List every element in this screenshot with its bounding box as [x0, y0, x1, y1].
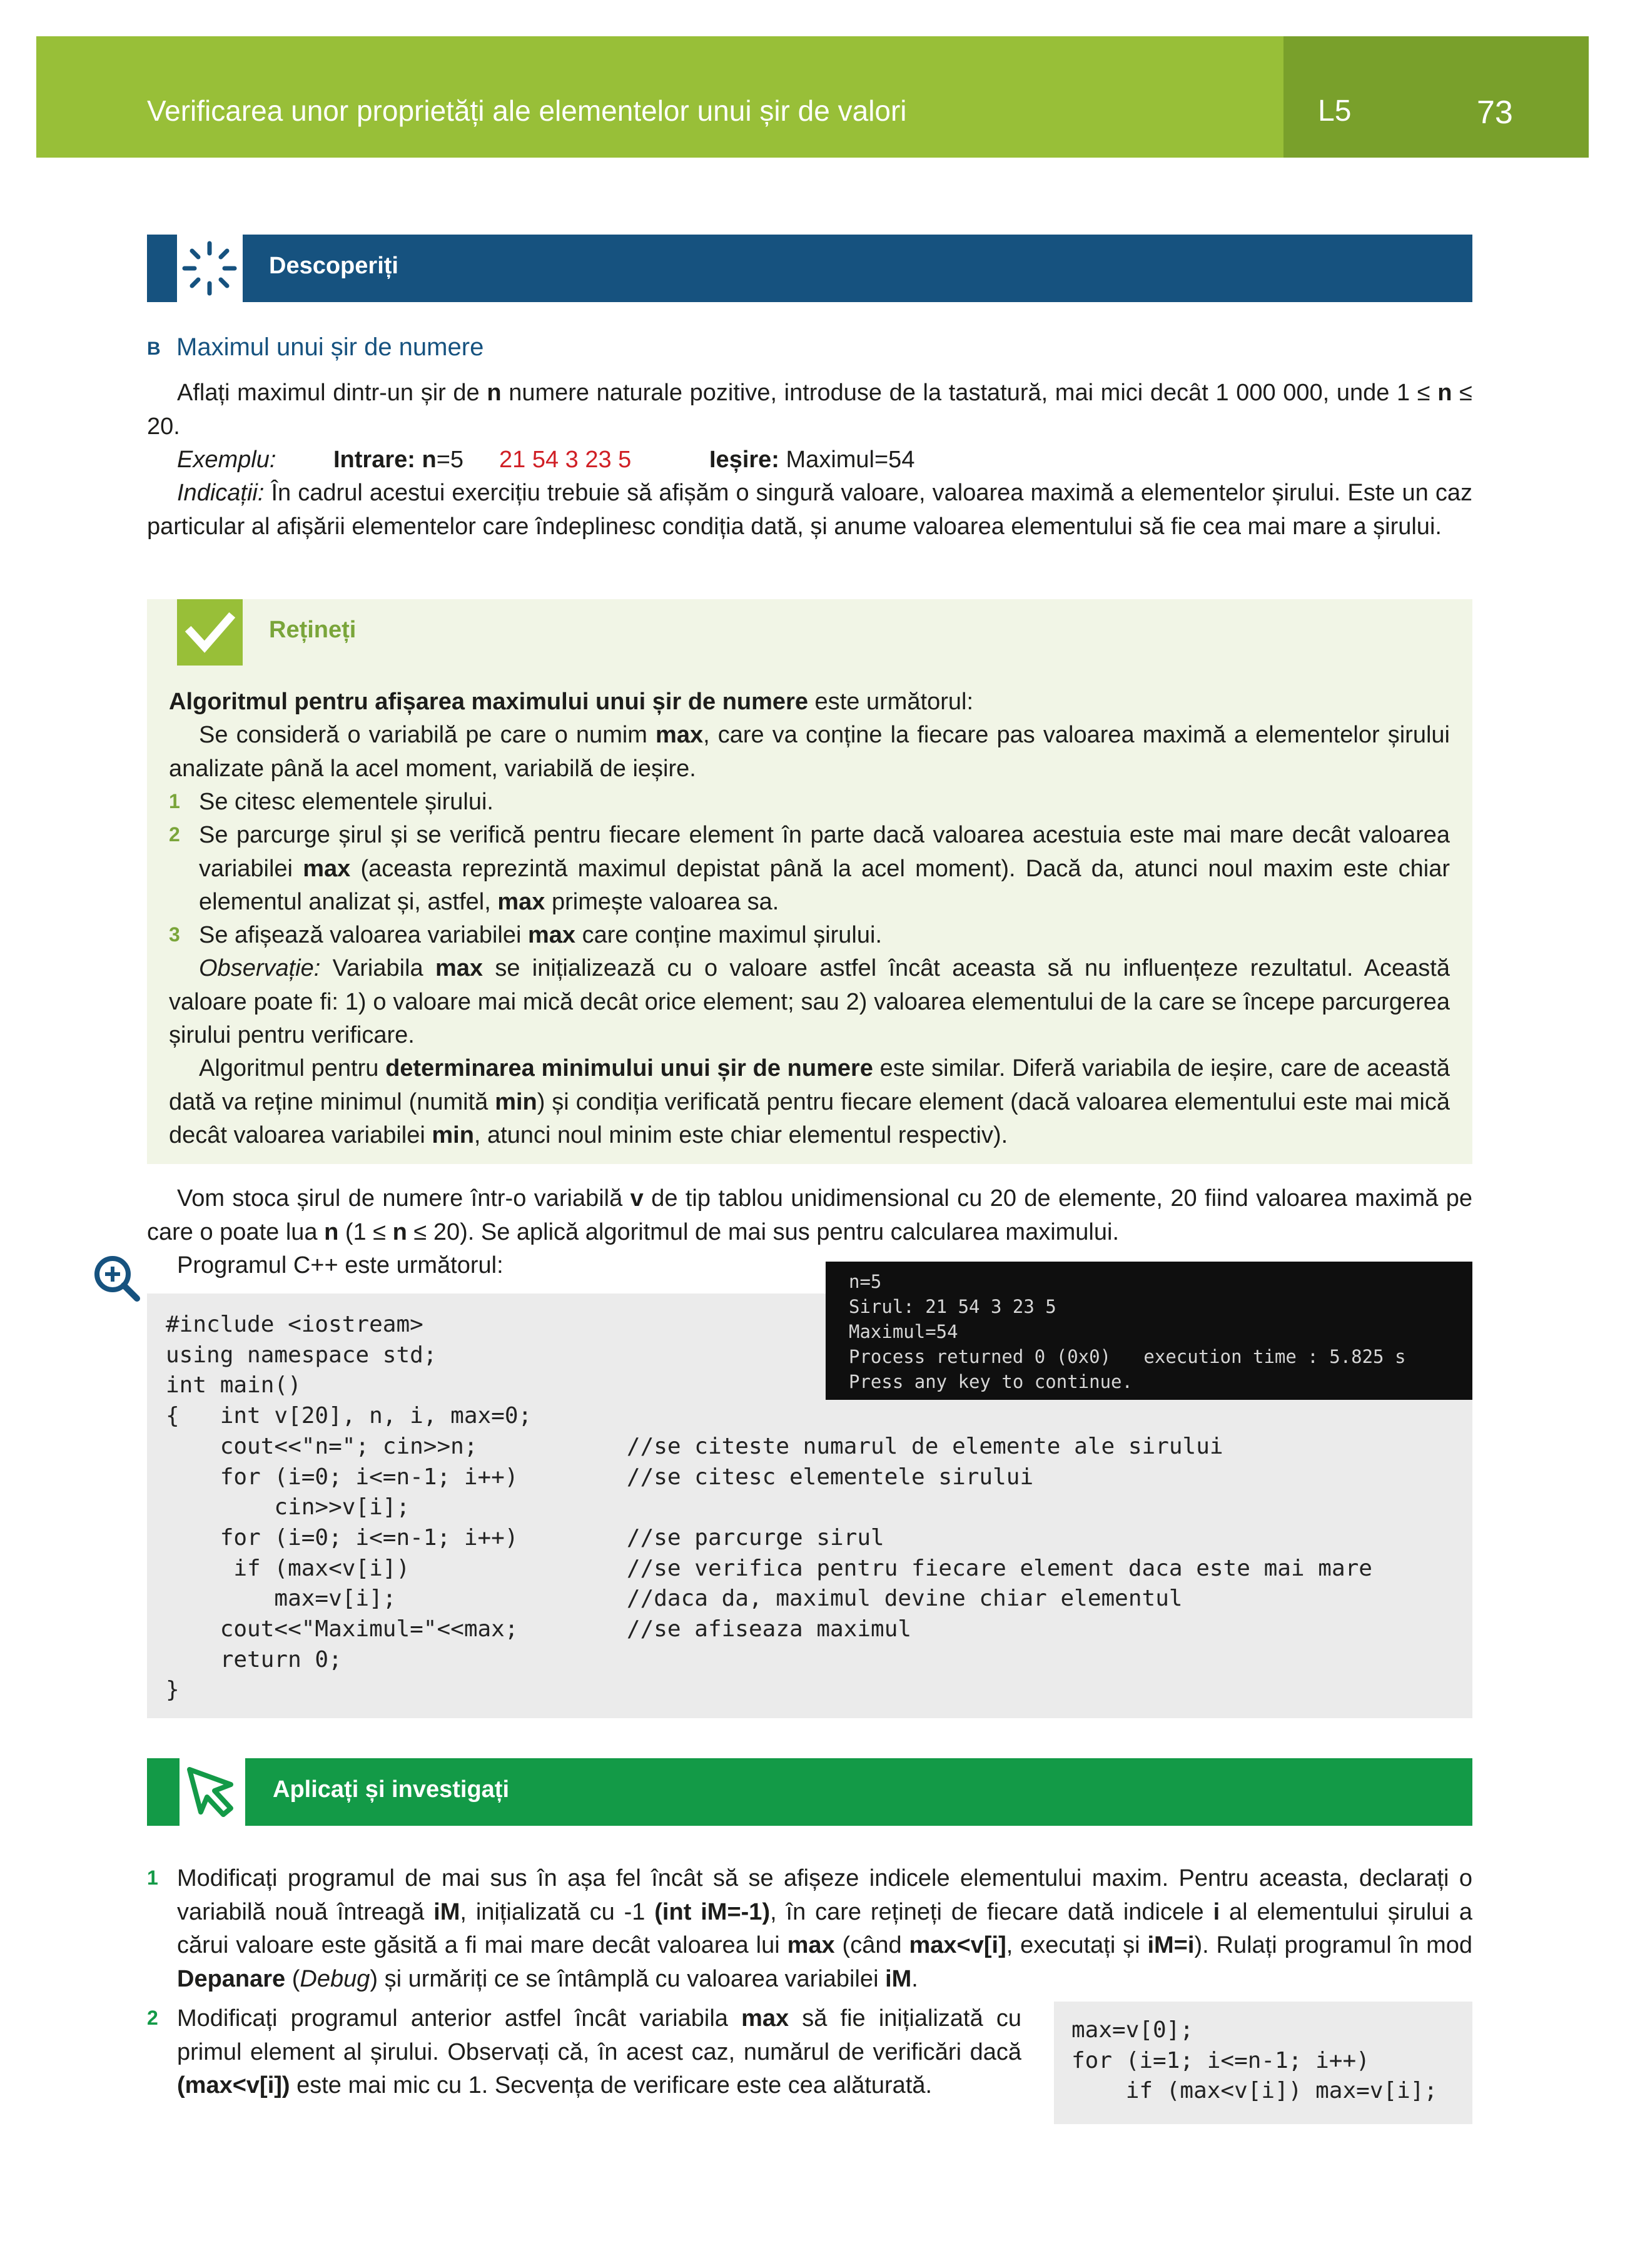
program-description: Vom stoca șirul de numere într-o variabilă v de tip tablou unidimensional cu 20 de elemente, 20 fiind valoarea maximă pe care o poate lua n (1 ≤ n ≤ 20). Se aplică algoritmul de mai sus pentru calcularea maximului.: [147, 1185, 1472, 1245]
page-number: 73: [1477, 94, 1513, 131]
example-label: Exemplu:: [177, 447, 276, 473]
cpp-program-code: #include <iostream> using namespace std; int main() { int v[20], n, i, max=0; cout<<"n="; cin>>n; //se citeste numarul de elemente ale sirului for (i=0; i<=n-1; i++) //se citesc elementele sirului cin>>v[i]; for (i=0; i<=n-1; i++) //se parcurge sirul if (max<v[i]) //se verifica pentru fiecare element daca este mai mare max=v[i]; //daca da, maximul devine chiar elementul cout<<"Maximul="<<max; //se afiseaza maximul return 0; }: [166, 1312, 1372, 1703]
step-number: 2: [169, 823, 180, 846]
example-line: [177, 443, 276, 477]
exercise-number: 2: [147, 2007, 158, 2029]
step-number: 3: [169, 923, 180, 946]
apply-icon-box: [180, 1758, 245, 1826]
step-1: Se citesc elementele șirului.: [199, 789, 494, 815]
lesson-label: L5: [1318, 94, 1352, 128]
remember-icon-box: [177, 599, 243, 666]
step-2: Se parcurge șirul și se verifică pentru fiecare element în parte dacă valoarea acestuia este mai mare decât valoarea variabilei max (aceasta reprezintă maximul depistat până la acel moment). Dacă da, atunci noul maxim este chiar elementul analizat și, astfel, max primește valoarea sa.: [199, 822, 1450, 915]
example-sequence: 21 54 3 23 5: [499, 447, 632, 473]
chapter-title: Verificarea unor proprietăți ale elementelor unui șir de valori: [147, 94, 907, 127]
sparkle-icon: [177, 235, 243, 302]
program-intro: Programul C++ este următorul:: [177, 1252, 504, 1278]
console-output: n=5 Sirul: 21 54 3 23 5 Maximul=54 Process returned 0 (0x0) execution time : 5.825 s Press any key to continue.: [849, 1271, 1406, 1392]
checkmark-icon: [177, 599, 243, 666]
discover-icon-box: [177, 235, 243, 302]
problem-statement: Aflați maximul dintr-un șir de n numere naturale pozitive, introduse de la tastatură, mai mici decât 1 000 000, unde 1 ≤ n ≤ 20.: [147, 380, 1473, 440]
section-marker: B: [147, 338, 161, 359]
remember-bar-label: Rețineți: [269, 617, 357, 643]
example-output: Ieșire: Maximul=54: [709, 447, 915, 473]
example-input: Intrare: n=5: [333, 447, 464, 473]
exercise-1: Modificați programul de mai sus în așa fel încât să se afișeze indicele elementului maxim. Pentru aceasta, declarați o variabilă nouă întreagă iM, inițializată cu -1 (int iM=-1), în care rețineți de fiecare dată indicele i al elementului șirului a cărui valoare este găsită a fi mai mare decât valoarea lui max (când max<v[i], executați și iM=i). Rulați programul în mod Depanare (Debug) și urmăriți ce se întâmplă cu valoarea variabilei iM.: [177, 1865, 1473, 1992]
step-3: Se afișează valoarea variabilei max care conține maximul șirului.: [199, 922, 883, 948]
zoom-in-icon[interactable]: [92, 1253, 142, 1304]
section-heading: Maximul unui șir de numere: [176, 333, 484, 361]
apply-bar-label: Aplicați și investigați: [273, 1776, 509, 1803]
observation: Observație: Variabila max se inițializează cu o valoare astfel încât aceasta să nu influențeze rezultatul. Această valoare poate fi: 1) o valoare mai mică decât orice element; sau 2) valoarea elementului de la care se începe parcurgerea șirului pentru verificare.: [169, 955, 1450, 1048]
algorithm-intro: Algoritmul pentru afișarea maximului unui șir de numere este următorul:: [169, 689, 973, 715]
indications: Indicații: În cadrul acestui exercițiu trebuie să afișăm o singură valoare, valoarea maximă a elementelor șirului. Este un caz particular al afișării elementelor care îndeplinesc condiția dată, și anume valoarea elementului să fie cea mai mare a șirului.: [147, 480, 1472, 540]
cursor-arrow-icon: [180, 1758, 245, 1826]
algorithm-variable: Se consideră o variabilă pe care o numim max, care va conține la fiecare pas valoarea maximă a elementelor șirului analizate până la acel moment, variabilă de ieșire.: [169, 722, 1450, 782]
minimum-note: Algoritmul pentru determinarea minimului unui șir de numere este similar. Diferă variabila de ieșire, care de această dată va reține minimul (numită min) și condiția verificată pentru fiecare element (dacă valoarea elementului este mai mică decât valoarea variabilei min, atunci noul minim este chiar elementul respectiv).: [169, 1055, 1450, 1148]
step-number: 1: [169, 790, 180, 813]
exercise-2: Modificați programul anterior astfel încât variabila max să fie inițializată cu primul element al șirului. Observați că, în acest caz, numărul de verificări dacă (max<v[i]) este mai mic cu 1. Secvența de verificare este cea alăturată.: [177, 2005, 1021, 2098]
snippet-code: max=v[0]; for (i=1; i<=n-1; i++) if (max<v[i]) max=v[i];: [1071, 2017, 1438, 2104]
discover-bar-label: Descoperiți: [269, 253, 398, 279]
exercise-number: 1: [147, 1866, 158, 1889]
